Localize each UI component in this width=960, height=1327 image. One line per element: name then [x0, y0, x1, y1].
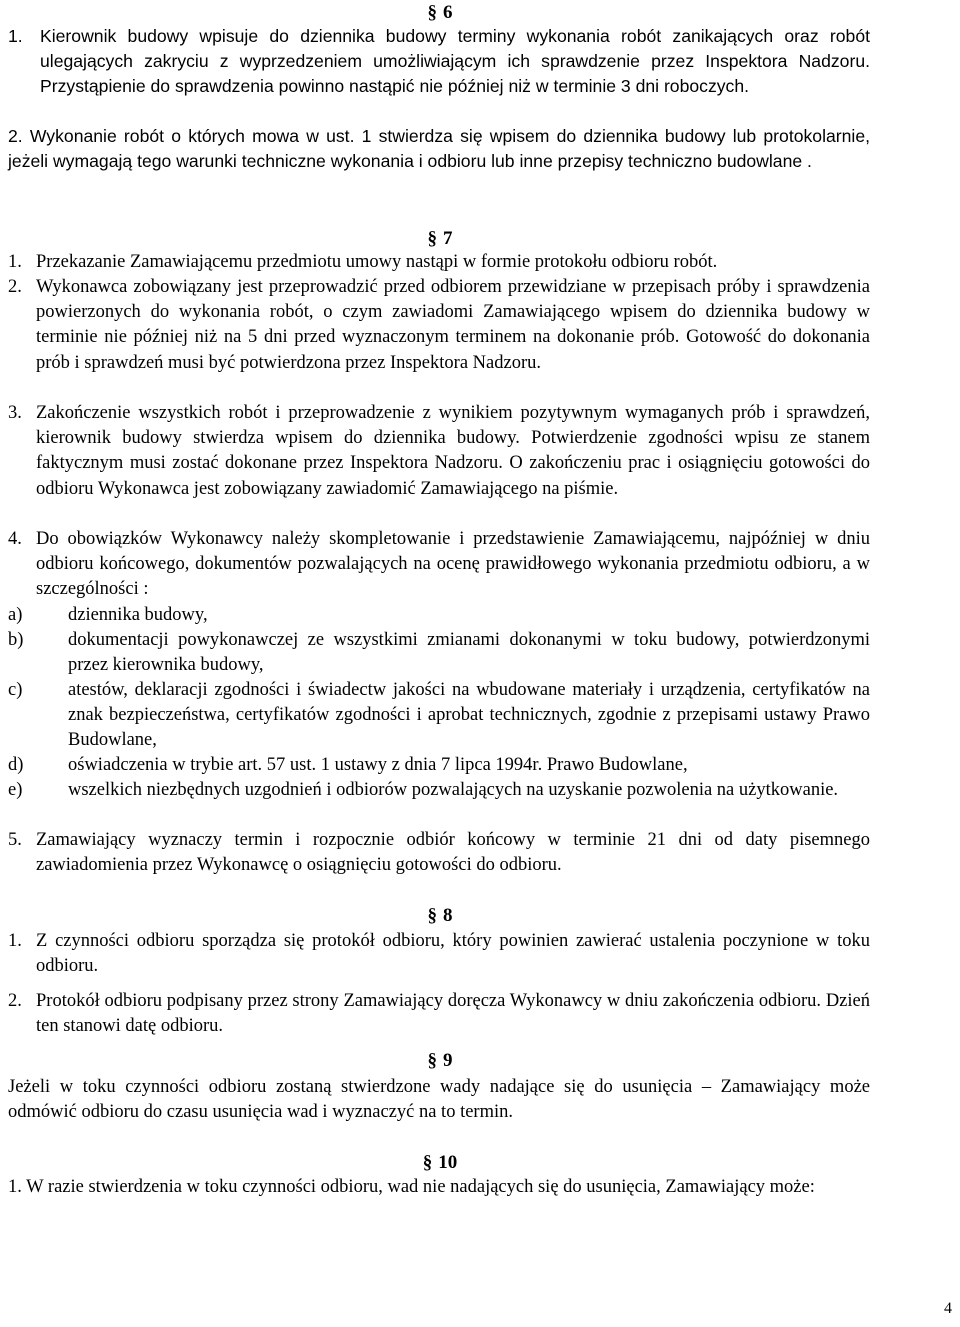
- list-item-label: e): [8, 780, 23, 800]
- section-number: 7: [443, 228, 453, 249]
- list-item-text: dokumentacji powykonawczej ze wszystkimi zmianami dokonanymi w toku budowy, potwierdzonymi przez kierownika budowy,: [68, 630, 870, 676]
- paragraph-number: 4.: [8, 529, 22, 549]
- section-10-title: [0, 1152, 880, 1174]
- list-item-text: atestów, deklaracji zgodności i świadectw jakości na wbudowane materiały i urządzenia, certyfikatów na znak bezpieczeństwa, certyfikatów zgodności i aprobat technicznych, zgodnie z przepisami ustawy Prawo Budowlane,: [68, 680, 870, 751]
- section-7-paragraph-2: Wykonawca zobowiązany jest przeprowadzić przed odbiorem przewidziane w przepisach próby i sprawdzenia powierzonych do wykonania robót, o czym zawiadomi Zamawiającego wpisem do dziennika budowy w terminie nie później niż na 5 dni przed wyznaczonym terminem na dokonanie prób. Gotowość do dokonania prób i sprawdzeń musi być potwierdzona przez Inspektora Nadzoru.: [36, 277, 870, 373]
- list-item-text: wszelkich niezbędnych uzgodnień i odbiorów pozwalających na uzyskanie pozwolenia na użytkowanie.: [68, 780, 839, 800]
- list-item-label: d): [8, 755, 24, 775]
- paragraph-number: 5.: [8, 830, 22, 850]
- section-8-title: [0, 905, 880, 927]
- paragraph-number: 2.: [8, 277, 22, 297]
- section-9-paragraph-1: Jeżeli w toku czynności odbioru zostaną stwierdzone wady nadające się do usunięcia – Zamawiający może odmówić odbioru do czasu usunięcia wad i wyznaczyć na to termin.: [8, 1077, 870, 1123]
- section-symbol: §: [427, 228, 437, 249]
- list-item-label: b): [8, 630, 24, 650]
- section-8-paragraph-2: Protokół odbioru podpisany przez strony Zamawiający doręcza Wykonawcy w dniu zakończenia odbioru. Dzień ten stanowi datę odbioru.: [36, 991, 870, 1037]
- section-number: 9: [443, 1050, 453, 1071]
- paragraph-number: 1.: [8, 26, 23, 46]
- list-item-text: oświadczenia w trybie art. 57 ust. 1 ustawy z dnia 7 lipca 1994r. Prawo Budowlane,: [68, 755, 688, 775]
- section-7-paragraph-4: Do obowiązków Wykonawcy należy skompletowanie i przedstawienie Zamawiającemu, najpóźniej w dniu odbioru końcowego, dokumentów pozwalających na ocenę prawidłowego wykonania przedmiotu odbioru, a w szczególności :: [36, 529, 870, 600]
- section-7-paragraph-5: Zamawiający wyznaczy termin i rozpocznie odbiór końcowy w terminie 21 dni od daty pisemnego zawiadomienia przez Wykonawcę o osiągnięciu gotowości do odbioru.: [36, 830, 870, 876]
- section-8-paragraph-1: Z czynności odbioru sporządza się protokół odbioru, który powinien zawierać ustalenia poczynione w toku odbioru.: [36, 931, 870, 977]
- section-9-title: [0, 1050, 880, 1072]
- section-symbol: §: [427, 1050, 437, 1071]
- section-7-paragraph-1: Przekazanie Zamawiającemu przedmiotu umowy nastąpi w formie protokołu odbioru robót.: [36, 252, 718, 272]
- list-item-label: c): [8, 680, 23, 700]
- section-symbol: §: [427, 905, 437, 926]
- list-item-text: dziennika budowy,: [68, 605, 208, 625]
- section-number: 8: [443, 905, 453, 926]
- list-item-label: a): [8, 605, 23, 625]
- paragraph-number: 2.: [8, 991, 22, 1011]
- section-number: 6: [443, 2, 453, 23]
- section-10-paragraph-1: 1. W razie stwierdzenia w toku czynności odbioru, wad nie nadających się do usunięcia, Zamawiający może:: [8, 1177, 815, 1197]
- page-number: 4: [944, 1300, 952, 1317]
- section-6-paragraph-1: Kierownik budowy wpisuje do dziennika budowy terminy wykonania robót zanikających oraz robót ulegających zakryciu z wyprzedzeniem umożliwiającym ich sprawdzenie przez Inspektora Nadzoru. Przystąpienie do sprawdzenia powinno nastąpić nie później niż w terminie 3 dni roboczych.: [40, 26, 870, 97]
- section-7-paragraph-3: Zakończenie wszystkich robót i przeprowadzenie z wynikiem pozytywnym wymaganych prób i sprawdzeń, kierownik budowy stwierdza wpisem do dziennika budowy. Potwierdzenie zgodności wpisu ze stanem faktycznym musi zostać dokonane przez Inspektora Nadzoru. O zakończeniu prac i osiągnięciu gotowości do odbioru Wykonawca jest zobowiązany zawiadomić Zamawiającego na piśmie.: [36, 403, 870, 499]
- section-number: 10: [438, 1152, 458, 1173]
- paragraph-number: 1.: [8, 252, 22, 272]
- section-6-title: [0, 2, 880, 24]
- section-symbol: §: [427, 2, 437, 23]
- paragraph-number: 1.: [8, 931, 22, 951]
- section-symbol: §: [422, 1152, 433, 1173]
- section-7-title: [0, 228, 880, 250]
- paragraph-number: 3.: [8, 403, 22, 423]
- section-6-paragraph-2: 2. Wykonanie robót o których mowa w ust. 1 stwierdza się wpisem do dziennika budowy lub protokolarnie, jeżeli wymagają tego warunki techniczne wykonania i odbioru lub inne przepisy techniczno budowlane .: [8, 126, 870, 172]
